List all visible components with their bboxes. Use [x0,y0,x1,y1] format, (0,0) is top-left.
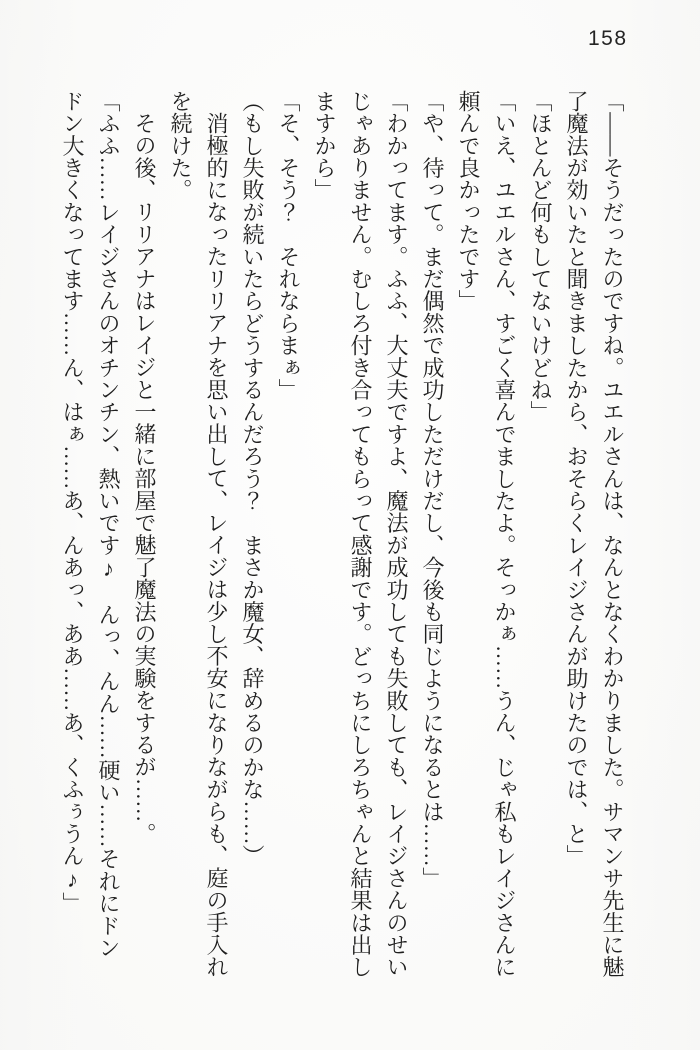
text-line: を続けた。 [168,90,193,201]
text-line: 「わかってます。ふふ、大丈夫ですよ、魔法が成功しても失敗しても、レイジさんのせい [384,90,409,978]
text-line: 頼んで良かったです」 [456,90,481,312]
text-line: 「そ、そう？ それならまぁ」 [276,90,301,401]
text-line: その後、リリアナはレイジと一緒に部屋で魅了魔法の実験をするが……。 [132,112,157,845]
text-line: （もし失敗が続いたらどうするんだろう？ まさか魔女、辞めるのかな……） [240,90,265,867]
text-line: 「——そうだったのですね。ユエルさんは、なんとなくわかりました。サマンサ先生に魅 [600,90,625,978]
vertical-text-block [54,90,630,1020]
text-line: 「や、待って。まだ偶然で成功しただけだし、今後も同じようになるとは……」 [420,90,445,890]
text-line: 消極的になったリリアナを思い出して、レイジは少し不安になりながらも、庭の手入れ [204,112,229,978]
text-line: 了魔法が効いたと聞きましたから、おそらくレイジさんが助けたのでは、と」 [564,90,589,867]
text-line: 「ふふ……レイジさんのオチンチン、熱いです♪ んっ、んん……硬い……それにドン [96,90,121,959]
text-line: ますから」 [312,90,337,201]
text-line: じゃありません。むしろ付き合ってもらって感謝です。どっちにしろちゃんと結果は出し [348,90,373,978]
text-line: 「ほとんど何もしてないけどね」 [528,90,553,423]
text-line: 「いえ、ユエルさん、すごく喜んでましたよ。そっかぁ……うん、じゃ私もレイジさんに [492,90,517,978]
text-line: ドン大きくなってます……ん、はぁ……あ、んあっ、ああ……あ、くふぅうん♪」 [60,90,85,915]
page-number: 158 [588,27,628,50]
